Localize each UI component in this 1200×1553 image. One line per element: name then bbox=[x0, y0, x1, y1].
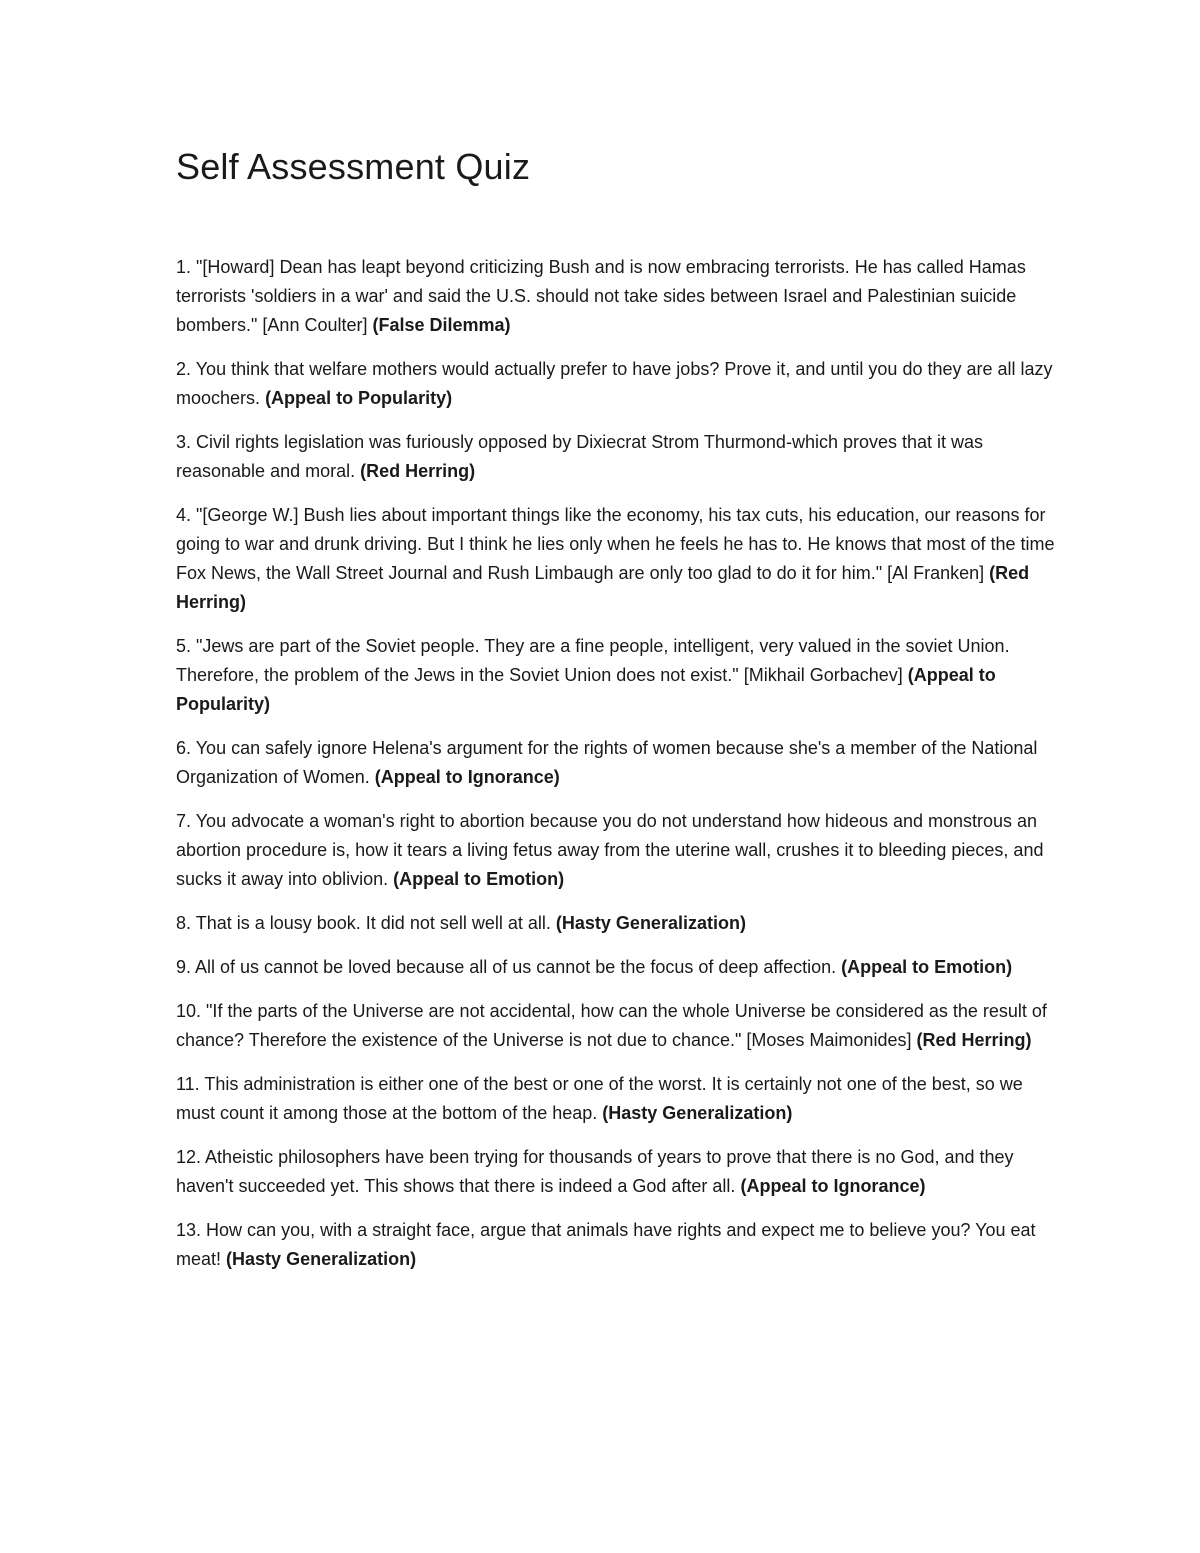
question-item bbox=[176, 501, 1060, 617]
question-text: You advocate a woman's right to abortion because you do not understand how hideous and monstrous an abortion procedure is, how it tears a living fetus away from the uterine wall, crushes it to bleeding pieces, and sucks it away into oblivion. bbox=[176, 811, 1044, 889]
question-list bbox=[176, 253, 1060, 1289]
fallacy-label: (Red Herring) bbox=[916, 1030, 1032, 1050]
question-item bbox=[176, 1143, 1060, 1201]
question-item bbox=[176, 997, 1060, 1055]
question-text: You can safely ignore Helena's argument for the rights of women because she's a member of the National Organization of Women. bbox=[176, 738, 1038, 787]
question-text: Civil rights legislation was furiously opposed by Dixiecrat Strom Thurmond-which proves that it was reasonable and moral. bbox=[176, 432, 984, 481]
question-number: 1. bbox=[176, 257, 192, 277]
question-number: 4. bbox=[176, 505, 192, 525]
question-number: 13. bbox=[176, 1220, 202, 1240]
question-item bbox=[176, 953, 1060, 982]
question-text: This administration is either one of the best or one of the worst. It is certainly not one of the best, so we must count it among those at the bottom of the heap. bbox=[176, 1074, 1023, 1123]
question-item bbox=[176, 1070, 1060, 1128]
question-number: 9. bbox=[176, 957, 192, 977]
fallacy-label: (Hasty Generalization) bbox=[226, 1249, 417, 1269]
question-item bbox=[176, 632, 1060, 719]
question-number: 5. bbox=[176, 636, 192, 656]
question-item bbox=[176, 428, 1060, 486]
question-item bbox=[176, 909, 1060, 938]
question-text: Atheistic philosophers have been trying for thousands of years to prove that there is no God, and they haven't succeeded yet. This shows that there is indeed a God after all. bbox=[176, 1147, 1014, 1196]
fallacy-label: (Appeal to Popularity) bbox=[265, 388, 453, 408]
fallacy-label: (Appeal to Emotion) bbox=[841, 957, 1013, 977]
fallacy-label: (False Dilemma) bbox=[372, 315, 511, 335]
question-item bbox=[176, 355, 1060, 413]
question-number: 7. bbox=[176, 811, 192, 831]
question-text: "[George W.] Bush lies about important things like the economy, his tax cuts, his education, our reasons for going to war and drunk driving. But I think he lies only when he feels he has to. He knows that most of the time Fox News, the Wall Street Journal and Rush Limbaugh are only too glad to do it for him." [Al Franken] bbox=[176, 505, 1055, 583]
question-item bbox=[176, 734, 1060, 792]
fallacy-label: (Hasty Generalization) bbox=[602, 1103, 793, 1123]
question-number: 2. bbox=[176, 359, 192, 379]
question-item bbox=[176, 1216, 1060, 1274]
question-number: 10. bbox=[176, 1001, 202, 1021]
fallacy-label: (Appeal to Ignorance) bbox=[740, 1176, 926, 1196]
question-number: 8. bbox=[176, 913, 192, 933]
fallacy-label: (Red Herring) bbox=[176, 563, 1030, 612]
fallacy-label: (Appeal to Ignorance) bbox=[374, 767, 560, 787]
question-item bbox=[176, 253, 1060, 340]
question-text: "If the parts of the Universe are not accidental, how can the whole Universe be considered as the result of chance? Therefore the existence of the Universe is not due to chance." [Moses Maimonides] bbox=[176, 1001, 1047, 1050]
question-text: That is a lousy book. It did not sell well at all. bbox=[195, 913, 551, 933]
question-text: You think that welfare mothers would actually prefer to have jobs? Prove it, and until you do they are all lazy moochers. bbox=[176, 359, 1053, 408]
question-number: 6. bbox=[176, 738, 192, 758]
question-text: All of us cannot be loved because all of us cannot be the focus of deep affection. bbox=[195, 957, 837, 977]
question-text: "[Howard] Dean has leapt beyond criticizing Bush and is now embracing terrorists. He has called Hamas terrorists 'soldiers in a war' and said the U.S. should not take sides between Israel and Palestinian suicide bombers." [Ann Coulter] bbox=[176, 257, 1026, 335]
fallacy-label: (Appeal to Emotion) bbox=[393, 869, 565, 889]
fallacy-label: (Red Herring) bbox=[360, 461, 476, 481]
question-number: 3. bbox=[176, 432, 192, 452]
question-number: 11. bbox=[176, 1074, 200, 1094]
question-text: How can you, with a straight face, argue that animals have rights and expect me to believe you? You eat meat! bbox=[176, 1220, 1036, 1269]
question-item bbox=[176, 807, 1060, 894]
page-title: Self Assessment Quiz bbox=[176, 146, 531, 187]
fallacy-label: (Appeal to Popularity) bbox=[176, 665, 996, 714]
question-number: 12. bbox=[176, 1147, 202, 1167]
question-text: "Jews are part of the Soviet people. They are a fine people, intelligent, very valued in the soviet Union. Therefore, the problem of the Jews in the Soviet Union does not exist." [Mikhail Gorbachev] bbox=[176, 636, 1010, 685]
fallacy-label: (Hasty Generalization) bbox=[555, 913, 746, 933]
